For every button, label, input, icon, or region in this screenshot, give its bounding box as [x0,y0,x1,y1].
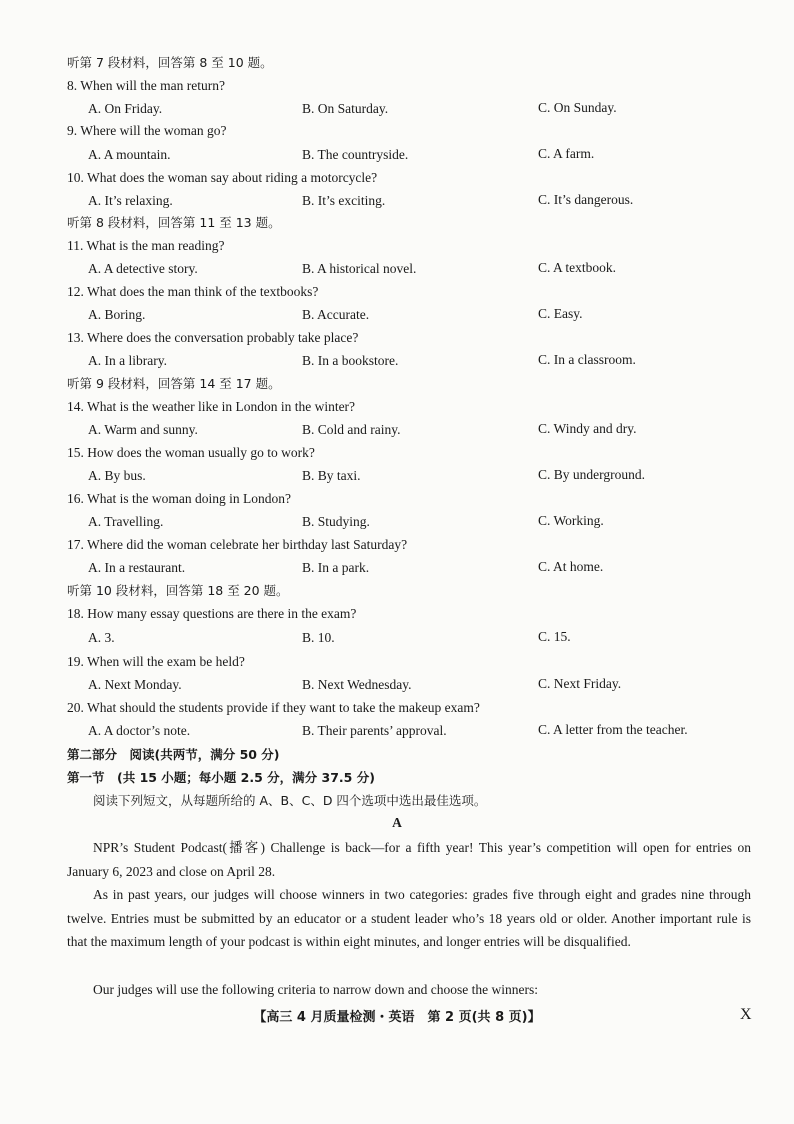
section-10-header: 听第 10 段材料，回答第 18 至 20 题。 [67,583,289,598]
q14-option-a: A. Warm and sunny. [88,422,198,437]
passage-paragraph-2: As in past years, our judges will choose winners in two categories: grades five through eight and grades nine through twelve. Entries must be submitted by an educator or a student leader who’s 18 years old or older. Another important rule is that the maximum length of your podcast is within eight minutes, and longer entries will be disqualified. [67,887,751,949]
question-19: 19. When will the exam be held? [67,654,245,669]
question-14: 14. What is the weather like in London in the winter? [67,399,356,414]
q8-option-c: C. On Sunday. [538,100,617,115]
q8-option-a: A. On Friday. [88,101,163,116]
q17-option-c: C. At home. [538,559,604,574]
section-7-header: 听第 7 段材料，回答第 8 至 10 题。 [67,55,273,70]
q20-option-b: B. Their parents’ approval. [302,723,447,738]
passage-paragraph-1: NPR’s Student Podcast(播客) Challenge is back—for a fifth year! This year’s competition will open for entries on January 6, 2023 and close on April 28. [67,840,751,879]
section-8-header: 听第 8 段材料，回答第 11 至 13 题。 [67,215,281,230]
section-1-title: 第一节 (共 15 小题；每小题 2.5 分，满分 37.5 分) [67,770,375,785]
q15-option-a: A. By bus. [88,468,146,483]
reading-instruction: 阅读下列短文，从每题所给的 A、B、C、D 四个选项中选出最佳选项。 [93,793,487,808]
footer-mark: X [740,1006,752,1023]
q10-option-a: A. It’s relaxing. [88,193,173,208]
q13-option-c: C. In a classroom. [538,352,636,367]
question-9: 9. Where will the woman go? [67,123,227,138]
q17-option-a: A. In a restaurant. [88,560,186,575]
section-9-header: 听第 9 段材料，回答第 14 至 17 题。 [67,376,281,391]
q9-option-a: A. A mountain. [88,147,171,162]
q8-option-b: B. On Saturday. [302,101,389,116]
q11-option-b: B. A historical novel. [302,261,417,276]
q18-option-b: B. 10. [302,630,335,645]
q10-option-b: B. It’s exciting. [302,193,386,208]
q19-option-a: A. Next Monday. [88,677,182,692]
q12-option-a: A. Boring. [88,307,146,322]
q19-option-c: C. Next Friday. [538,676,622,691]
q13-option-a: A. In a library. [88,353,167,368]
q12-option-c: C. Easy. [538,306,583,321]
q18-option-c: C. 15. [538,629,571,644]
page-footer: 【高三 4 月质量检测・英语 第 2 页(共 8 页)】 [253,1010,541,1025]
question-13: 13. Where does the conversation probably take place? [67,330,359,345]
question-10: 10. What does the woman say about riding a motorcycle? [67,170,378,185]
q15-option-b: B. By taxi. [302,468,361,483]
part-2-title: 第二部分 阅读(共两节，满分 50 分) [67,747,280,762]
q9-option-c: C. A farm. [538,146,595,161]
question-18: 18. How many essay questions are there in the exam? [67,606,357,621]
q20-option-a: A. A doctor’s note. [88,723,191,738]
question-17: 17. Where did the woman celebrate her birthday last Saturday? [67,537,408,552]
q12-option-b: B. Accurate. [302,307,370,322]
passage-paragraph-3: Our judges will use the following criteria to narrow down and choose the winners: [93,982,539,997]
question-15: 15. How does the woman usually go to work? [67,445,315,460]
q16-option-a: A. Travelling. [88,514,164,529]
question-20: 20. What should the students provide if they want to take the makeup exam? [67,700,480,715]
q11-option-c: C. A textbook. [538,260,617,275]
q10-option-c: C. It’s dangerous. [538,192,634,207]
q18-option-a: A. 3. [88,630,115,645]
q17-option-b: B. In a park. [302,560,370,575]
q16-option-c: C. Working. [538,513,604,528]
q19-option-b: B. Next Wednesday. [302,677,412,692]
question-16: 16. What is the woman doing in London? [67,491,291,506]
q14-option-b: B. Cold and rainy. [302,422,401,437]
q9-option-b: B. The countryside. [302,147,409,162]
q15-option-c: C. By underground. [538,467,645,482]
q13-option-b: B. In a bookstore. [302,353,399,368]
passage-label: A [392,815,402,830]
q11-option-a: A. A detective story. [88,261,198,276]
q16-option-b: B. Studying. [302,514,370,529]
question-8: 8. When will the man return? [67,78,225,93]
question-11: 11. What is the man reading? [67,238,225,253]
question-12: 12. What does the man think of the textbooks? [67,284,319,299]
q20-option-c: C. A letter from the teacher. [538,722,688,737]
q14-option-c: C. Windy and dry. [538,421,637,436]
